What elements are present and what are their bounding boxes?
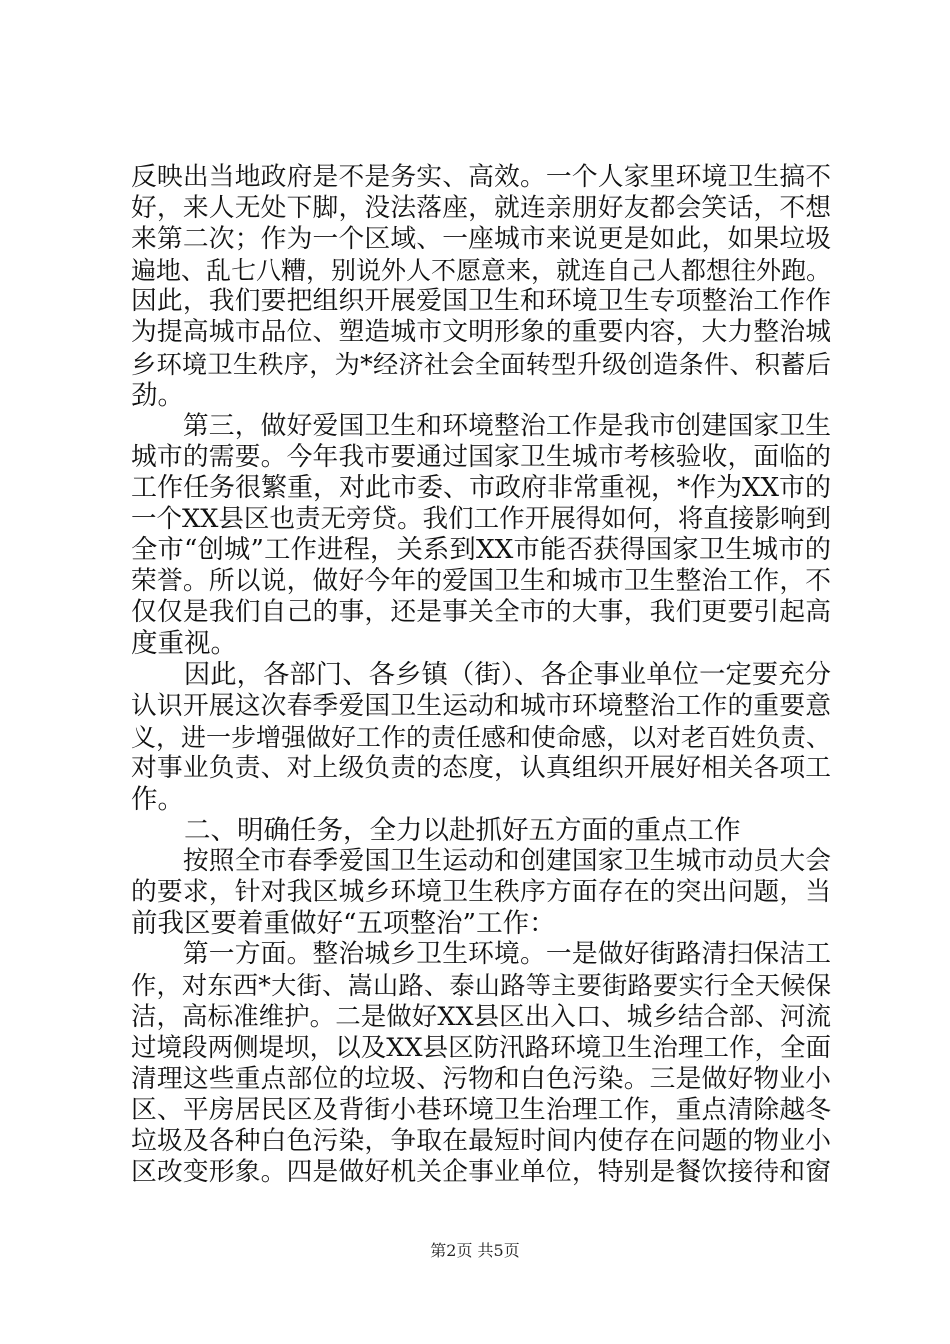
text-line: 因此，我们要把组织开展爱国卫生和环境卫生专项整治工作作 <box>131 286 831 317</box>
section-heading: 二、明确任务，全力以赴抓好五方面的重点工作 <box>131 814 741 846</box>
text-line: 前我区要着重做好“五项整治”工作： <box>131 908 556 940</box>
text-line: 好，来人无处下脚，没法落座，就连亲朋好友都会笑话，不想 <box>131 193 831 224</box>
text-line: 一个XX县区也责无旁贷。我们工作开展得如何，将直接影响到 <box>131 504 831 535</box>
text-line: 劲。 <box>131 379 184 411</box>
text-line: 作，对东西*大街、嵩山路、泰山路等主要街路要实行全天候保 <box>131 971 831 1001</box>
document-body <box>131 162 831 1188</box>
text-line: 过境段两侧堤坝，以及XX县区防汛路环境卫生治理工作，全面 <box>131 1032 831 1063</box>
text-line: 按照全市春季爱国卫生运动和创建国家卫生城市动员大会 <box>131 846 831 877</box>
text-line: 义，进一步增强做好工作的责任感和使命感，以对老百姓负责、 <box>131 722 832 752</box>
text-line: 反映出当地政府是不是务实、高效。一个人家里环境卫生搞不 <box>131 162 831 192</box>
text-line: 荣誉。所以说，做好今年的爱国卫生和城市卫生整治工作，不 <box>131 566 831 597</box>
text-line: 垃圾及各种白色污染，争取在最短时间内使存在问题的物业小 <box>131 1125 831 1156</box>
text-line: 因此，各部门、各乡镇（街）、各企事业单位一定要充分 <box>131 659 831 690</box>
text-line: 第一方面。整治城乡卫生环境。一是做好街路清扫保洁工 <box>131 939 831 970</box>
text-line: 第三，做好爱国卫生和环境整治工作是我市创建国家卫生 <box>131 410 831 441</box>
text-line: 的要求，针对我区城乡环境卫生秩序方面存在的突出问题，当 <box>131 877 831 908</box>
text-line: 区改变形象。四是做好机关企事业单位，特别是餐饮接待和窗 <box>131 1157 831 1187</box>
text-line: 度重视。 <box>131 628 237 660</box>
text-line: 乡环境卫生秩序，为*经济社会全面转型升级创造条件、积蓄后 <box>131 349 831 379</box>
text-line: 仅仅是我们自己的事，还是事关全市的大事，我们更要引起高 <box>131 597 831 628</box>
text-line: 城市的需要。今年我市要通过国家卫生城市考核验收，面临的 <box>131 441 831 472</box>
text-line: 来第二次；作为一个区域、一座城市来说更是如此，如果垃圾 <box>131 224 831 255</box>
text-line: 洁，高标准维护。二是做好XX县区出入口、城乡结合部、河流 <box>131 1001 831 1032</box>
text-line: 全市“创城”工作进程，关系到XX市能否获得国家卫生城市的 <box>131 535 831 566</box>
text-line: 对事业负责、对上级负责的态度，认真组织开展好相关各项工 <box>131 752 831 783</box>
page-footer: 第2页 共5页 <box>430 1241 520 1260</box>
text-line: 清理这些重点部位的垃圾、污物和白色污染。三是做好物业小 <box>131 1063 831 1094</box>
text-line: 遍地、乱七八糟，别说外人不愿意来，就连自己人都想往外跑。 <box>131 256 832 286</box>
text-line: 工作任务很繁重，对此市委、市政府非常重视，*作为XX市的 <box>131 472 832 503</box>
text-line: 作。 <box>131 783 184 815</box>
text-line: 区、平房居民区及背街小巷环境卫生治理工作，重点清除越冬 <box>131 1094 831 1125</box>
text-line: 认识开展这次春季爱国卫生运动和城市环境整治工作的重要意 <box>131 690 831 721</box>
text-line: 为提高城市品位、塑造城市文明形象的重要内容，大力整治城 <box>131 317 831 348</box>
